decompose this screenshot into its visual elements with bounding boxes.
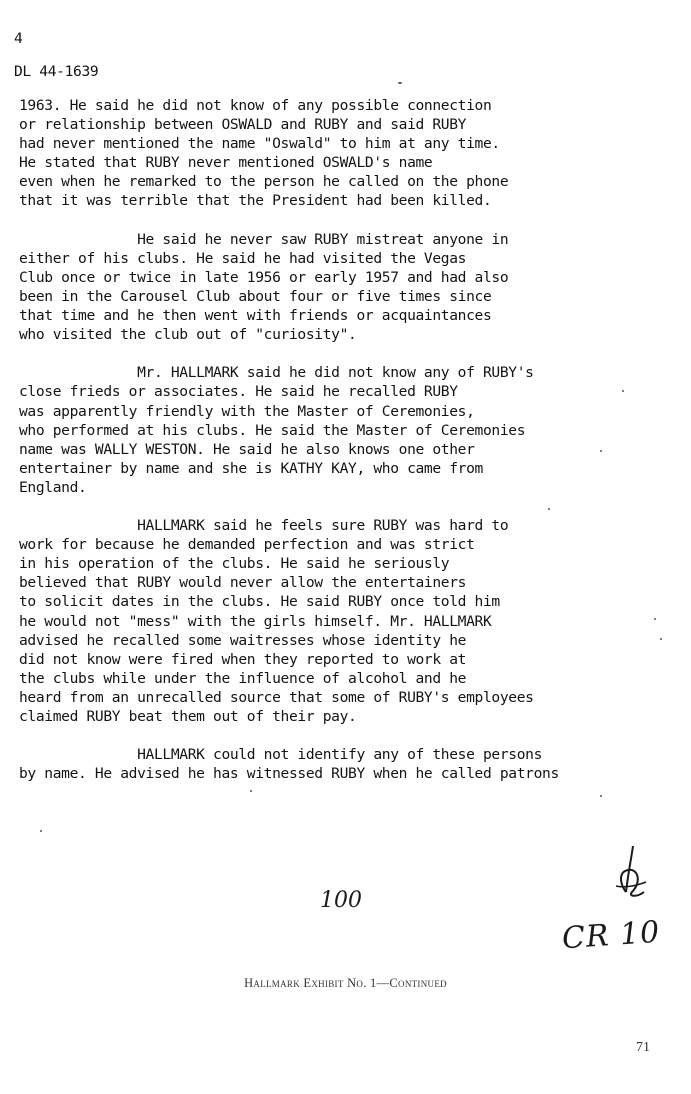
- text-line: that it was terrible that the President had been killed.: [19, 192, 492, 210]
- text-line: 1963. He said he did not know of any possible connection: [19, 97, 492, 114]
- scan-speck: [600, 795, 602, 797]
- text-line: heard from an unrecalled source that some of RUBY's employees: [19, 688, 534, 706]
- text-line: He said he never saw RUBY mistreat anyone in: [19, 230, 509, 248]
- text-line: work for because he demanded perfection and was strict: [19, 536, 475, 554]
- paragraph: [19, 363, 639, 497]
- scan-speck: [660, 638, 662, 640]
- text-line: was apparently friendly with the Master of Ceremonies,: [19, 402, 475, 420]
- text-line: in his operation of the clubs. He said he seriously: [19, 555, 450, 573]
- exhibit-caption: [0, 976, 691, 991]
- page-number-top: 4: [14, 30, 23, 47]
- text-line: believed that RUBY would never allow the entertainers: [19, 574, 467, 592]
- text-line: who visited the club out of "curiosity".: [19, 326, 357, 344]
- text-line: HALLMARK could not identify any of these persons: [19, 746, 543, 764]
- text-line: advised he recalled some waitresses whose identity he: [19, 631, 467, 649]
- file-number: DL 44-1639: [14, 63, 99, 80]
- paragraph: [19, 96, 639, 211]
- text-line: by name. He advised he has witnessed RUBY when he called patrons: [19, 765, 559, 783]
- text-line: Mr. HALLMARK said he did not know any of RUBY's: [19, 364, 534, 382]
- text-line: the clubs while under the influence of alcohol and he: [19, 669, 467, 687]
- text-line: Club once or twice in late 1956 or early 1957 and had also: [19, 268, 509, 286]
- scan-speck: [40, 830, 42, 832]
- scan-speck: [548, 508, 550, 510]
- text-line: had never mentioned the name "Oswald" to him at any time.: [19, 135, 500, 153]
- text-line: or relationship between OSWALD and RUBY and said RUBY: [19, 116, 467, 134]
- text-line: close frieds or associates. He said he recalled RUBY: [19, 383, 458, 401]
- text-line: entertainer by name and she is KATHY KAY, who came from: [19, 459, 483, 477]
- handwritten-initials-mark: [606, 842, 656, 922]
- paragraph: [19, 230, 639, 345]
- text-line: claimed RUBY beat them out of their pay.: [19, 708, 357, 725]
- text-line: even when he remarked to the person he called on the phone: [19, 173, 509, 191]
- text-line: who performed at his clubs. He said the Master of Ceremonies: [19, 421, 526, 439]
- paragraph: [19, 745, 639, 783]
- text-line: HALLMARK said he feels sure RUBY was hard to: [19, 517, 509, 535]
- text-line: that time and he then went with friends or acquaintances: [19, 307, 492, 325]
- text-line: England.: [19, 478, 87, 496]
- scan-speck: [250, 790, 252, 792]
- exhibit-caption-text: Hallmark Exhibit No. 1—Continued: [244, 976, 447, 990]
- scan-speck: [398, 82, 402, 84]
- text-line: he would not "mess" with the girls himself. Mr. HALLMARK: [19, 612, 492, 630]
- text-line: did not know were fired when they reported to work at: [19, 650, 467, 668]
- document-body: [19, 96, 639, 802]
- text-line: name was WALLY WESTON. He said he also knows one other: [19, 440, 475, 458]
- text-line: been in the Carousel Club about four or five times since: [19, 287, 492, 305]
- scan-speck: [622, 390, 624, 392]
- handwritten-cr-mark: CR 10: [560, 914, 662, 957]
- text-line: He stated that RUBY never mentioned OSWALD's name: [19, 154, 433, 172]
- text-line: to solicit dates in the clubs. He said RUBY once told him: [19, 593, 500, 611]
- handwritten-page-count: 100: [320, 888, 362, 913]
- scan-speck: [600, 450, 602, 452]
- scan-speck: [654, 618, 656, 620]
- page-number-bottom: 71: [636, 1040, 650, 1055]
- text-line: either of his clubs. He said he had visited the Vegas: [19, 249, 467, 267]
- paragraph: [19, 516, 639, 726]
